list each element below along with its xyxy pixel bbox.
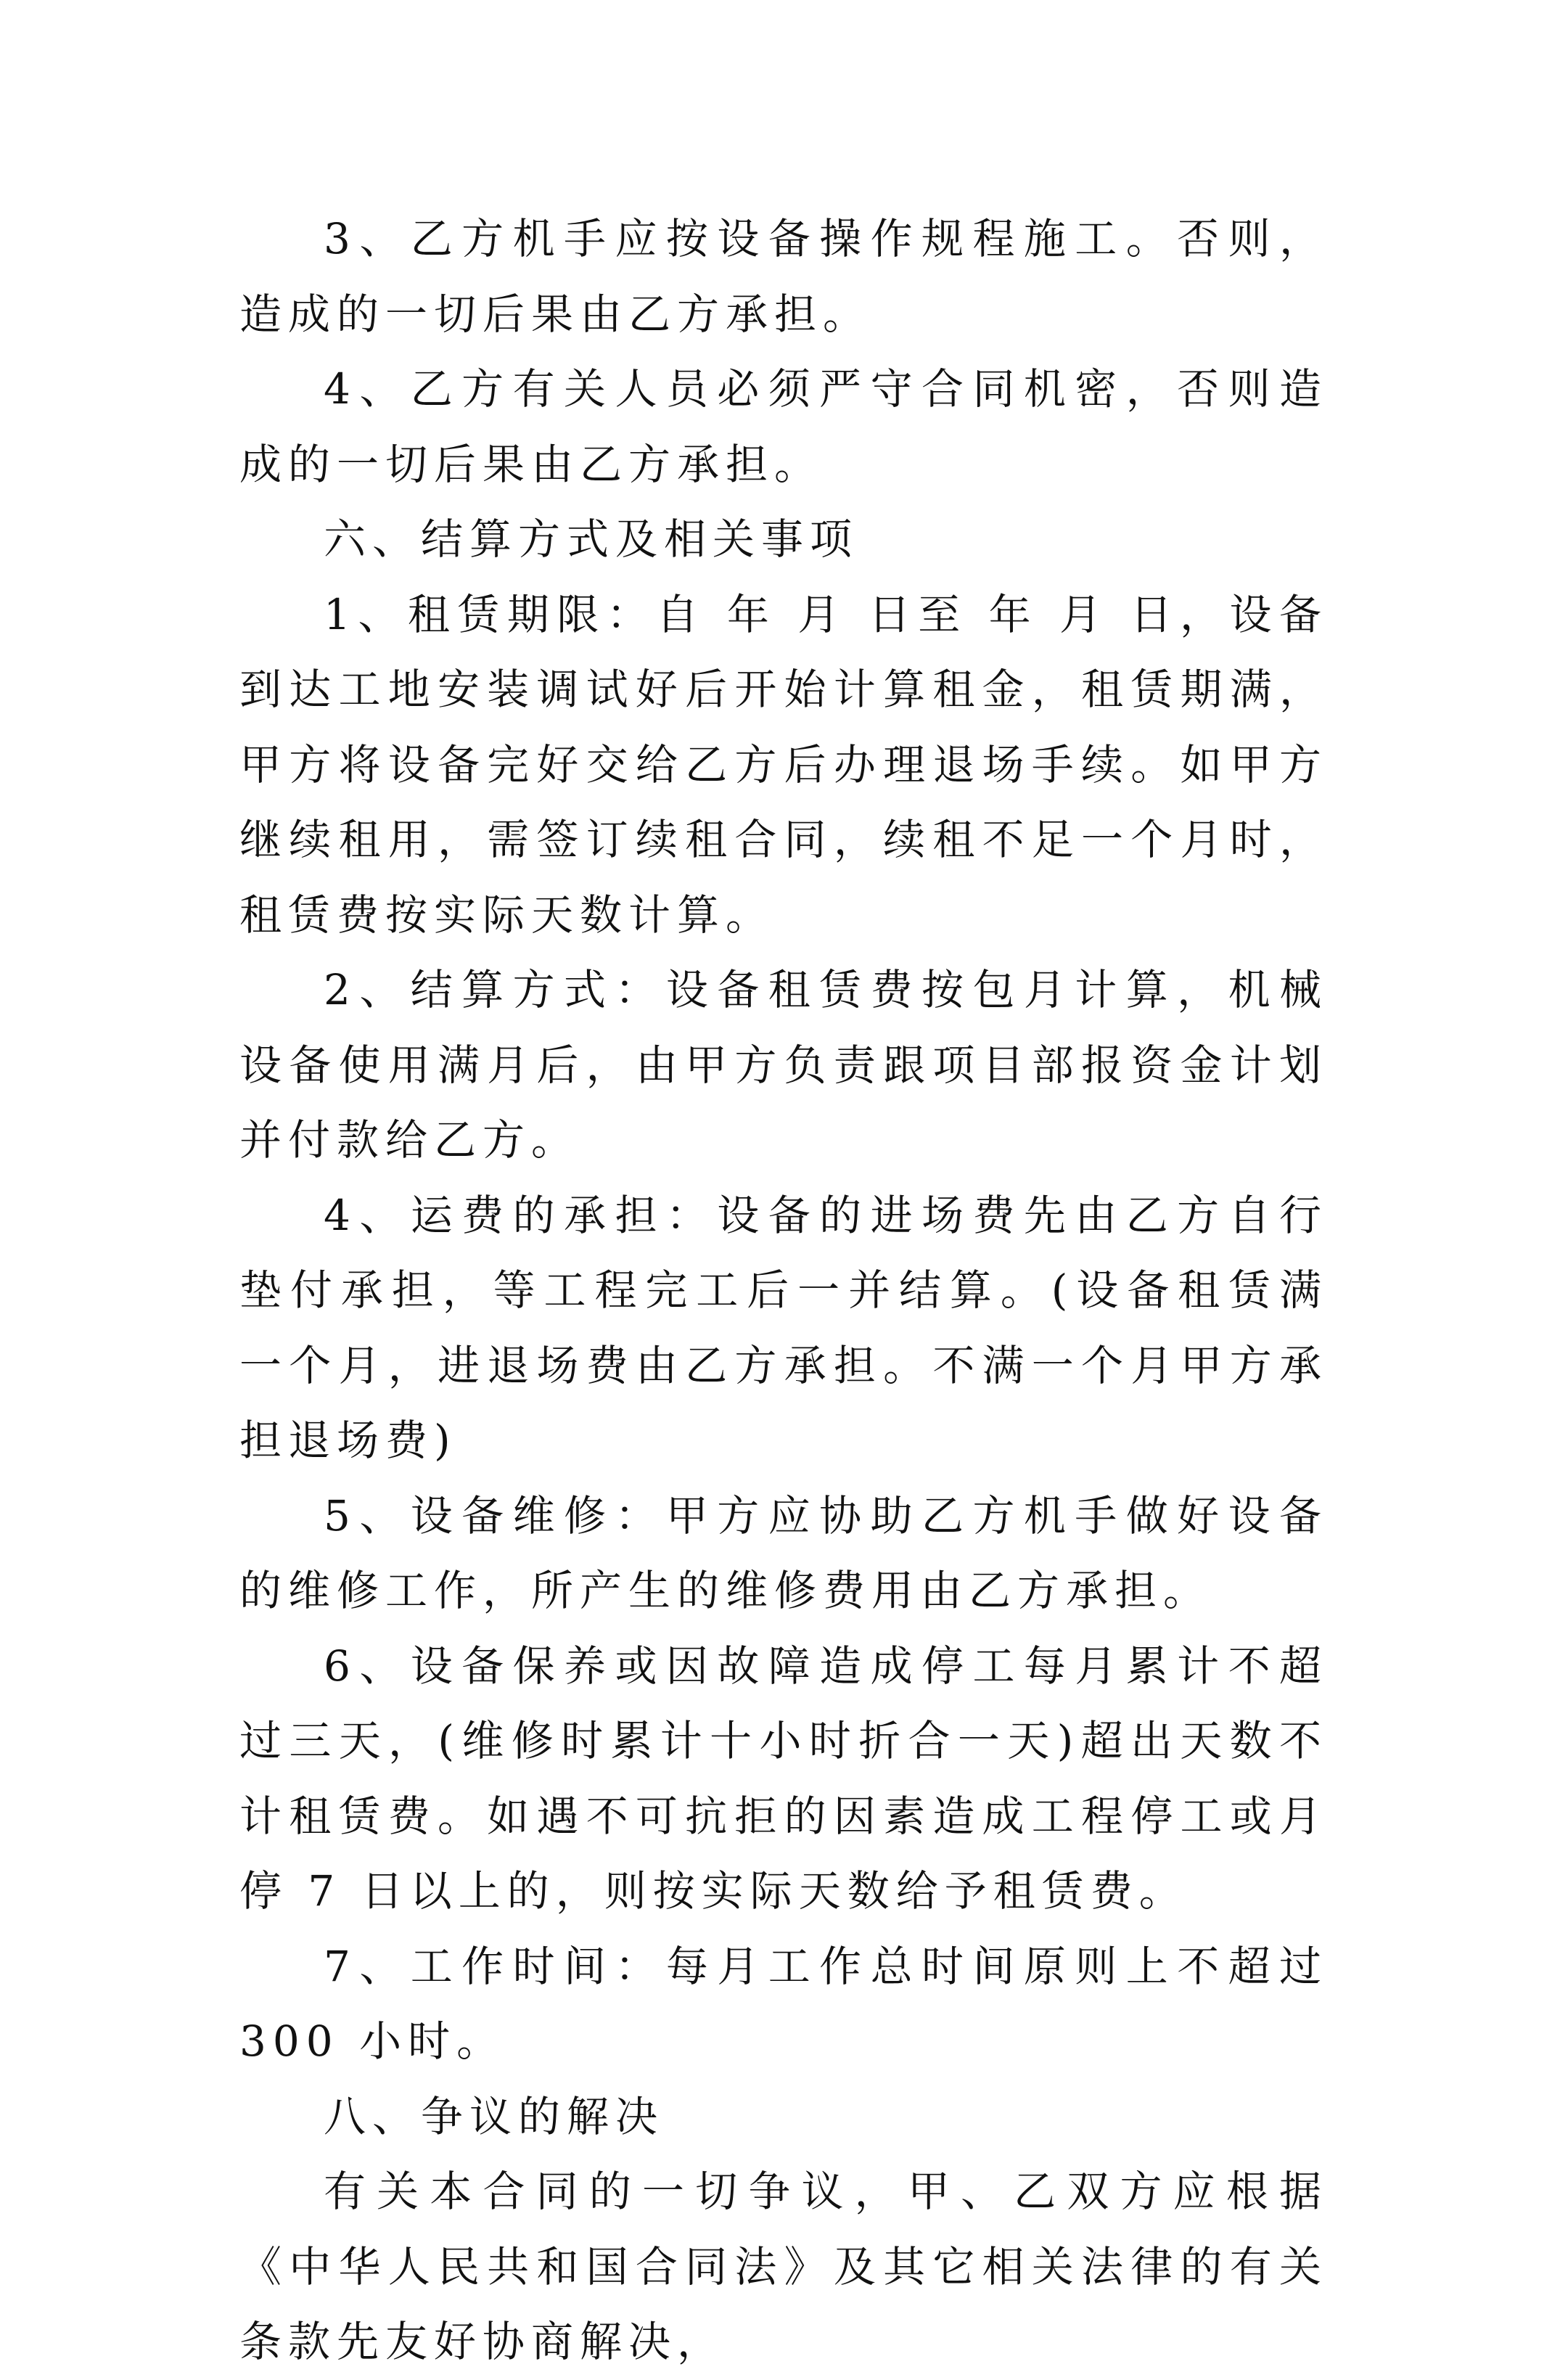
- section-6-heading: 六、结算方式及相关事项: [324, 514, 859, 564]
- clause-8-body-paragraph: 有关本合同的一切争议，甲、乙双方应根据《中华人民共和国合同法》及其它相关法律的有关条款先友好协商解决，: [239, 2167, 1328, 2366]
- clause-6-1-paragraph: 1、租赁期限：自 年 月 日至 年 月 日，设备到达工地安装调试好后开始计算租金，租赁期满，甲方将设备完好交给乙方后办理退场手续。如甲方继续租用，需签订续租合同，续租不足一个月时，租赁费按实际天数计算。: [239, 589, 1328, 940]
- clause-6-7-paragraph: 7、工作时间：每月工作总时间原则上不超过 300 小时。: [239, 1941, 1328, 2066]
- clause-6-5-paragraph: 5、设备维修：甲方应协助乙方机手做好设备的维修工作，所产生的维修费用由乙方承担。: [239, 1490, 1328, 1615]
- clause-5-3-paragraph: 3、乙方机手应按设备操作规程施工。否则，造成的一切后果由乙方承担。: [239, 214, 1328, 339]
- section-8-heading: 八、争议的解决: [324, 2091, 665, 2141]
- clause-6-2-paragraph: 2、结算方式：设备租赁费按包月计算，机械设备使用满月后，由甲方负责跟项目部报资金计划并付款给乙方。: [239, 965, 1328, 1165]
- clause-5-4-paragraph: 4、乙方有关人员必须严守合同机密，否则造成的一切后果由乙方承担。: [239, 364, 1328, 489]
- clause-6-4-paragraph: 4、运费的承担：设备的进场费先由乙方自行垫付承担，等工程完工后一并结算。(设备租赁满一个月，进退场费由乙方承担。不满一个月甲方承担退场费): [239, 1190, 1328, 1465]
- document-body: [239, 202, 1328, 2380]
- clause-6-6-paragraph: 6、设备保养或因故障造成停工每月累计不超过三天，(维修时累计十小时折合一天)超出天数不计租赁费。如遇不可抗拒的因素造成工程停工或月停 7 日以上的，则按实际天数给予租赁费。: [239, 1641, 1328, 1916]
